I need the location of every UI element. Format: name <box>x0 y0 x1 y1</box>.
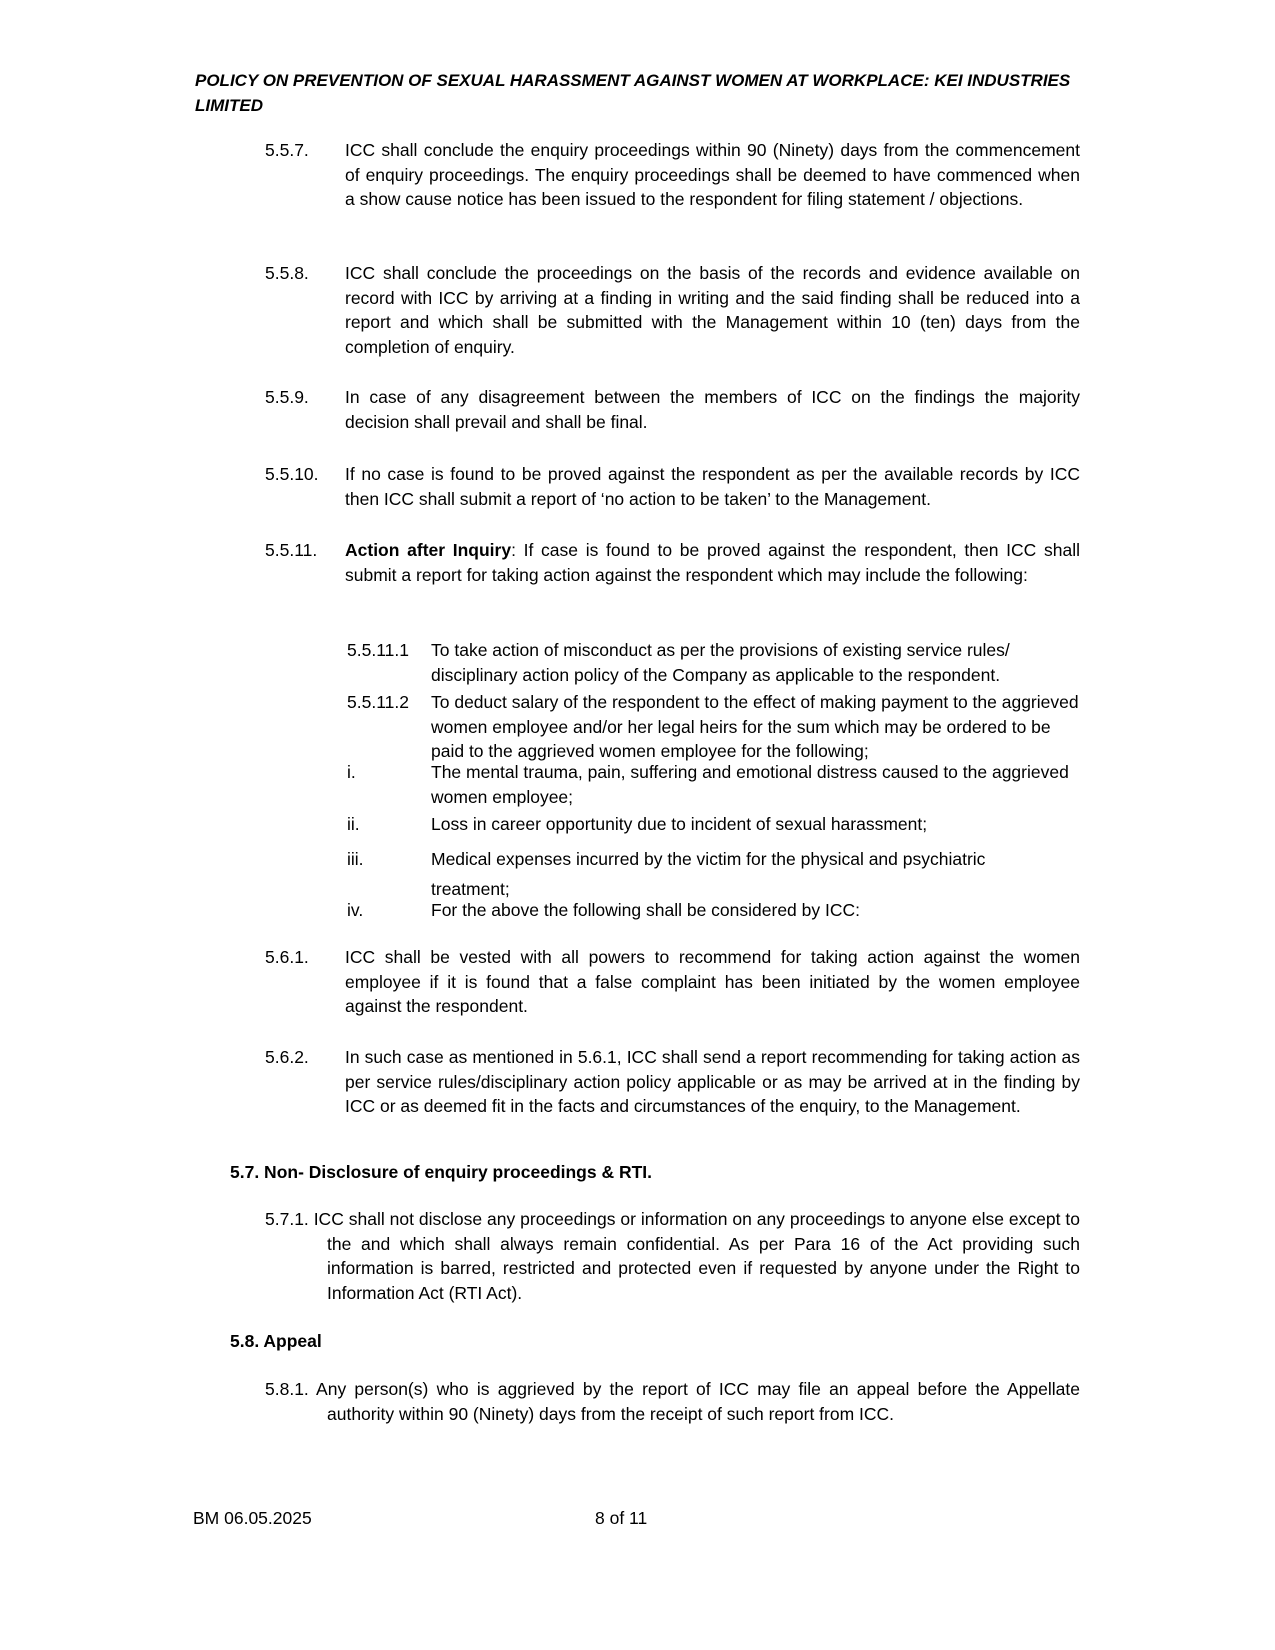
clause-5-6-1 <box>265 945 1080 1019</box>
list-text: Loss in career opportunity due to incident of sexual harassment; <box>431 814 928 834</box>
section-heading-5-8: 5.8. Appeal <box>230 1331 322 1351</box>
clause-text: ICC shall conclude the proceedings on the basis of the records and evidence available on record with ICC by arriving at a finding in writing and the said finding shall be reduced into a report and which shall be submitted with the Management within 10 (ten) days from the completion of enquiry. <box>345 263 1080 357</box>
clause-bold-title: Action after Inquiry <box>345 540 512 560</box>
clause-5-6-2 <box>265 1045 1080 1119</box>
clause-text: To deduct salary of the respondent to the effect of making payment to the aggrieved women employee and/or her legal heirs for the sum which may be ordered to be paid to the aggrieved women employee for the following; <box>431 692 1079 761</box>
clause-number: 5.5.11. <box>265 540 318 560</box>
footer-date: BM 06.05.2025 <box>193 1508 312 1528</box>
list-text: For the above the following shall be considered by ICC: <box>431 900 860 920</box>
clause-number: 5.6.1. <box>265 947 309 967</box>
clause-text <box>345 538 1080 587</box>
clause-5-5-11-2 <box>347 690 1082 764</box>
clause-5-7-1: 5.7.1. ICC shall not disclose any proceedings or information on any proceedings to anyone else except to the and which shall always remain confidential. As per Para 16 of the Act providing such information is barred, restricted and protected even if requested by anyone under the Right to Information Act (RTI Act). <box>265 1209 1080 1303</box>
clause-5-5-10 <box>265 462 1080 511</box>
section-heading-5-7: 5.7. Non- Disclosure of enquiry proceedings & RTI. <box>230 1162 653 1182</box>
clause-text: ICC shall be vested with all powers to recommend for taking action against the women employee if it is found that a false complaint has been initiated by the women employee against the respondent. <box>345 947 1080 1016</box>
list-number: iv. <box>347 900 364 920</box>
list-number: iii. <box>347 849 364 869</box>
clause-text: ICC shall conclude the enquiry proceedings within 90 (Ninety) days from the commencement of enquiry proceedings. The enquiry proceedings shall be deemed to have commenced when a show cause notice has been issued to the respondent for filing statement / objections. <box>345 140 1080 209</box>
clause-text: To take action of misconduct as per the provisions of existing service rules/ disciplinary action policy of the Company as applicable to the respondent. <box>431 640 1010 685</box>
document-header: POLICY ON PREVENTION OF SEXUAL HARASSMENT AGAINST WOMEN AT WORKPLACE: KEI INDUSTRIES LIMITED <box>195 71 1071 115</box>
clause-5-5-9 <box>265 385 1080 434</box>
clause-text: If no case is found to be proved against the respondent as per the available records by ICC then ICC shall submit a report of ‘no action to be taken’ to the Management. <box>345 464 1080 509</box>
list-text: The mental trauma, pain, suffering and emotional distress caused to the aggrieved women employee; <box>431 762 1069 807</box>
list-item-iv <box>347 898 1082 923</box>
list-item-ii <box>347 812 1082 837</box>
clause-number: 5.5.11.2 <box>347 692 409 712</box>
list-text: Medical expenses incurred by the victim for the physical and psychiatric treatment; <box>431 849 986 899</box>
clause-body: : If case is found to be proved against the respondent, then ICC shall submit a report for taking action against the respondent which may include the following: <box>345 540 1080 585</box>
clause-5-5-8 <box>265 261 1080 359</box>
clause-5-5-11-1 <box>347 638 1082 687</box>
clause-text: In case of any disagreement between the members of ICC on the findings the majority decision shall prevail and shall be final. <box>345 387 1080 432</box>
clause-number: 5.5.10. <box>265 464 319 484</box>
clause-text: In such case as mentioned in 5.6.1, ICC shall send a report recommending for taking action as per service rules/disciplinary action policy applicable or as may be arrived at in the finding by ICC or as deemed fit in the facts and circumstances of the enquiry, to the Management. <box>345 1047 1080 1116</box>
clause-5-5-7 <box>265 138 1080 212</box>
clause-5-5-11 <box>265 538 1080 587</box>
clause-number: 5.5.9. <box>265 387 309 407</box>
clause-number: 5.5.8. <box>265 263 309 283</box>
list-item-i <box>347 760 1082 809</box>
clause-number: 5.6.2. <box>265 1047 309 1067</box>
list-number: ii. <box>347 814 360 834</box>
page-number: 8 of 11 <box>595 1508 648 1528</box>
clause-5-8-1: 5.8.1. Any person(s) who is aggrieved by the report of ICC may file an appeal before the Appellate authority within 90 (Ninety) days from the receipt of such report from ICC. <box>265 1379 1080 1424</box>
list-item-iii <box>347 844 1082 904</box>
list-number: i. <box>347 762 356 782</box>
clause-number: 5.5.11.1 <box>347 640 409 660</box>
clause-number: 5.5.7. <box>265 140 309 160</box>
